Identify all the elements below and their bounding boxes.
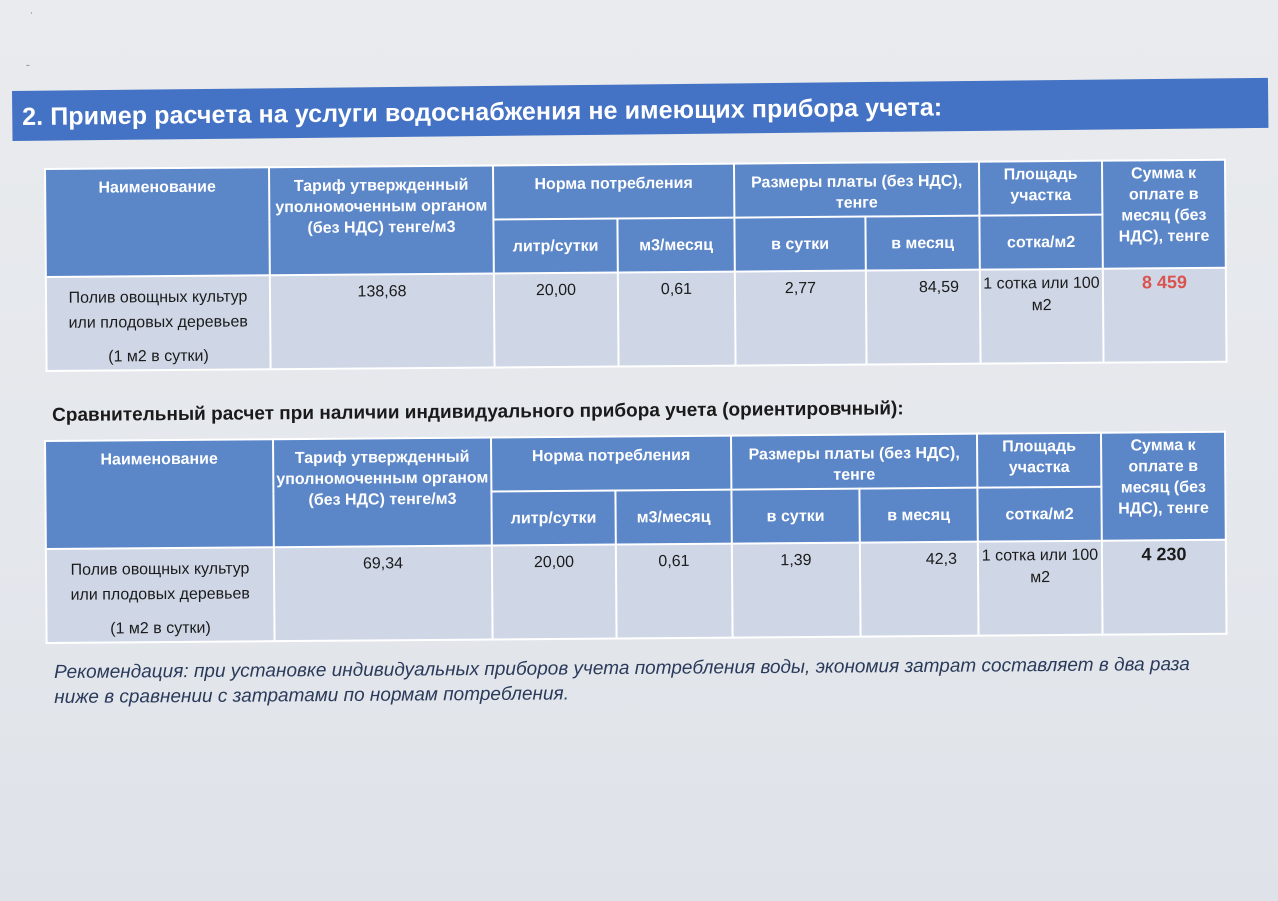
tariff-table-norm bbox=[44, 159, 1226, 372]
row-name-line3: (1 м2 в сутки) bbox=[110, 619, 211, 638]
header-payment-month: в месяц bbox=[859, 488, 977, 543]
cell-tariff: 138,68 bbox=[270, 273, 495, 369]
cell-area: 1 сотка или 100 м2 bbox=[980, 269, 1104, 364]
cell-liters: 20,00 bbox=[492, 545, 617, 640]
header-payment-day: в сутки bbox=[734, 217, 865, 272]
header-tariff: Тариф утвержденный уполномоченным органом (без НДС) тенге/м3 bbox=[273, 437, 492, 547]
header-tariff: Тариф утвержденный уполномоченным органом (без НДС) тенге/м3 bbox=[269, 165, 494, 275]
header-norm: Норма потребления bbox=[491, 436, 731, 492]
row-name-line2: или плодовых деревьев bbox=[70, 585, 250, 604]
header-payment-month: в месяц bbox=[865, 216, 979, 271]
cell-area: 1 сотка или 100 м2 bbox=[978, 541, 1103, 636]
tariff-table-meter bbox=[44, 431, 1226, 644]
header-payment: Размеры платы (без НДС), тенге bbox=[734, 162, 979, 218]
table-row bbox=[46, 268, 1227, 371]
header-area: Площадь участка bbox=[979, 161, 1102, 216]
cell-m3: 0,61 bbox=[618, 272, 736, 367]
header-norm-m3: м3/месяц bbox=[615, 490, 731, 545]
row-name bbox=[46, 275, 271, 371]
header-payment: Размеры платы (без НДС), тенге bbox=[731, 434, 977, 490]
header-sum: Сумма к оплате в месяц (без НДС), тенге bbox=[1102, 160, 1226, 269]
header-norm-liters: литр/сутки bbox=[491, 491, 615, 546]
cell-sum: 8 459 bbox=[1103, 268, 1227, 363]
cell-liters: 20,00 bbox=[494, 272, 619, 367]
recommendation-text: Рекомендация: при установке индивидуальных приборов учета потребления воды, экономия затрат составляет в два раза ниже в сравнении с затратами по нормам потребления. bbox=[54, 654, 1190, 708]
row-name-line1: Полив овощных культур bbox=[70, 560, 250, 579]
scan-mark: ˙ bbox=[30, 10, 34, 24]
cell-month: 42,3 bbox=[860, 542, 979, 637]
scan-mark: ˉ bbox=[26, 62, 30, 76]
header-area-unit: сотка/м2 bbox=[979, 215, 1102, 270]
row-name-line3: (1 м2 в сутки) bbox=[108, 347, 209, 366]
row-name bbox=[46, 547, 275, 643]
cell-day: 2,77 bbox=[735, 271, 867, 366]
header-norm-liters: литр/сутки bbox=[493, 218, 617, 273]
header-area-unit: сотка/м2 bbox=[977, 487, 1101, 542]
header-norm: Норма потребления bbox=[493, 164, 734, 220]
header-name: Наименование bbox=[45, 439, 274, 549]
header-norm-m3: м3/месяц bbox=[617, 218, 734, 273]
row-name-line1: Полив овощных культур bbox=[68, 288, 248, 307]
header-area: Площадь участка bbox=[977, 433, 1101, 488]
cell-tariff: 69,34 bbox=[274, 545, 493, 641]
header-sum: Сумма к оплате в месяц (без НДС), тенге bbox=[1101, 432, 1226, 541]
comparison-title: Сравнительный расчет при наличии индивидуального прибора учета (ориентировчный): bbox=[52, 398, 904, 426]
cell-month: 84,59 bbox=[866, 270, 981, 365]
row-name-line2: или плодовых деревьев bbox=[68, 313, 248, 332]
cell-day: 1,39 bbox=[732, 543, 861, 638]
cell-sum: 4 230 bbox=[1102, 540, 1227, 635]
cell-m3: 0,61 bbox=[616, 544, 733, 639]
header-name: Наименование bbox=[45, 167, 270, 277]
table-row bbox=[46, 540, 1227, 643]
header-payment-day: в сутки bbox=[731, 489, 859, 544]
section-title: 2. Пример расчета на услуги водоснабжения не имеющих прибора учета: bbox=[22, 93, 943, 131]
